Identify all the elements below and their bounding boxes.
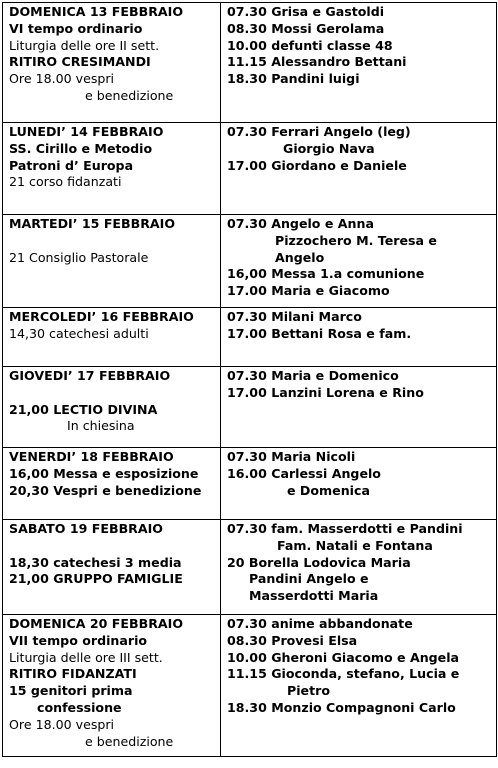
spacer	[9, 385, 215, 402]
event-text: RITIRO CRESIMANDI	[9, 54, 151, 70]
day-info-cell	[3, 215, 221, 308]
day-info-cell	[3, 123, 221, 215]
vespers-text-cont: e benedizione	[85, 87, 174, 103]
event-text: 15 genitori prima	[9, 683, 133, 699]
mass-line: 20 Borella Lodovica Maria	[227, 554, 411, 570]
day-title: SABATO 19 FEBBRAIO	[9, 521, 164, 536]
day-title: DOMENICA 13 FEBBRAIO	[9, 4, 184, 19]
mass-line-cont: Pietro	[287, 683, 330, 699]
liturgical-season: VII tempo ordinario	[9, 632, 148, 648]
mass-line: 10.00 Gheroni Giacomo e Angela	[227, 649, 460, 665]
masses-cell	[221, 123, 497, 215]
saints-text-cont: Patroni d’ Europa	[9, 157, 134, 173]
weekly-schedule-table	[2, 2, 497, 757]
day-info-cell	[3, 308, 221, 367]
mass-line: 07.30 Maria e Domenico	[227, 368, 399, 383]
mass-line: 07.30 Angelo e Anna	[227, 216, 374, 231]
event-text: 20,30 Vespri e benedizione	[9, 482, 202, 498]
mass-line: 07.30 Grisa e Gastoldi	[227, 4, 385, 19]
mass-line: 10.00 defunti classe 48	[227, 37, 393, 53]
mass-line: 16,00 Messa 1.a comunione	[227, 266, 425, 282]
day-info-cell	[3, 520, 221, 615]
vespers-text: Ore 18.00 vespri	[9, 71, 115, 87]
mass-line: 16.00 Carlessi Angelo	[227, 465, 381, 481]
spacer	[9, 233, 215, 250]
mass-line: 17.00 Giordano e Daniele	[227, 157, 407, 173]
masses-cell	[221, 215, 497, 308]
mass-line-cont: Giorgio Nava	[283, 140, 375, 156]
event-text: 16,00 Messa e esposizione	[9, 465, 199, 481]
mass-line: 11.15 Alessandro Bettani	[227, 54, 407, 70]
mass-line-cont: e Domenica	[287, 482, 370, 498]
mass-line: 18.30 Monzio Compagnoni Carlo	[227, 699, 456, 715]
day-title: MARTEDI’ 15 FEBBRAIO	[9, 216, 176, 231]
day-row-sunday-13	[3, 3, 497, 123]
day-title: LUNEDI’ 14 FEBBRAIO	[9, 124, 164, 139]
note-text: 14,30 catechesi adulti	[9, 325, 149, 341]
mass-line: 17.00 Bettani Rosa e fam.	[227, 325, 412, 341]
mass-line: 07.30 anime abbandonate	[227, 616, 413, 631]
event-text: 18,30 catechesi 3 media	[9, 554, 182, 570]
mass-line: 18.30 Pandini luigi	[227, 71, 360, 87]
mass-line: 11.15 Gioconda, stefano, Lucia e	[227, 666, 460, 682]
event-text: 21,00 LECTIO DIVINA	[9, 401, 158, 417]
saints-text: SS. Cirillo e Metodio	[9, 140, 153, 156]
mass-line: 07.30 Maria Nicoli	[227, 449, 356, 464]
day-row-monday-14	[3, 123, 497, 215]
spacer	[9, 538, 215, 555]
mass-line-cont: Masserdotti Maria	[249, 588, 379, 604]
day-row-friday-18	[3, 448, 497, 520]
note-text: 21 Consiglio Pastorale	[9, 249, 149, 265]
liturgy-note: Liturgia delle ore II sett.	[9, 37, 160, 53]
event-text: 21,00 GRUPPO FAMIGLIE	[9, 571, 183, 587]
mass-line-cont: Pizzochero M. Teresa e	[275, 232, 437, 248]
day-row-saturday-19	[3, 520, 497, 615]
mass-line-cont: Pandini Angelo e	[249, 571, 369, 587]
day-row-tuesday-15	[3, 215, 497, 308]
mass-line: 08.30 Mossi Gerolama	[227, 20, 385, 36]
note-text: 21 corso fidanzati	[9, 174, 122, 190]
day-title: GIOVEDI’ 17 FEBBRAIO	[9, 368, 171, 383]
vespers-text-cont: e benedizione	[85, 733, 174, 749]
day-info-cell	[3, 367, 221, 448]
masses-cell	[221, 367, 497, 448]
day-row-wednesday-16	[3, 308, 497, 367]
day-title: VENERDI’ 18 FEBBRAIO	[9, 449, 174, 464]
masses-cell	[221, 448, 497, 520]
day-info-cell	[3, 3, 221, 123]
mass-line: 07.30 Ferrari Angelo (leg)	[227, 124, 411, 139]
event-place: In chiesina	[67, 418, 135, 434]
mass-line: 17.00 Lanzini Lorena e Rino	[227, 384, 424, 400]
day-title: DOMENICA 20 FEBBRAIO	[9, 616, 184, 631]
liturgy-note: Liturgia delle ore III sett.	[9, 649, 163, 665]
masses-cell	[221, 3, 497, 123]
masses-cell	[221, 615, 497, 757]
day-row-sunday-20	[3, 615, 497, 757]
day-title: MERCOLEDI’ 16 FEBBRAIO	[9, 309, 194, 324]
masses-cell	[221, 520, 497, 615]
mass-line: 17.00 Maria e Giacomo	[227, 283, 390, 299]
day-info-cell	[3, 448, 221, 520]
mass-line: 07.30 fam. Masserdotti e Pandini	[227, 521, 463, 536]
event-text: RITIRO FIDANZATI	[9, 666, 137, 682]
mass-line-cont: Fam. Natali e Fontana	[277, 537, 433, 553]
mass-line-cont: Angelo	[275, 249, 325, 265]
vespers-text: Ore 18.00 vespri	[9, 716, 115, 732]
day-row-thursday-17	[3, 367, 497, 448]
event-text-cont: confessione	[37, 699, 122, 715]
masses-cell	[221, 308, 497, 367]
liturgical-season: VI tempo ordinario	[9, 20, 143, 36]
day-info-cell	[3, 615, 221, 757]
mass-line: 08.30 Provesi Elsa	[227, 632, 358, 648]
mass-line: 07.30 Milani Marco	[227, 309, 362, 324]
